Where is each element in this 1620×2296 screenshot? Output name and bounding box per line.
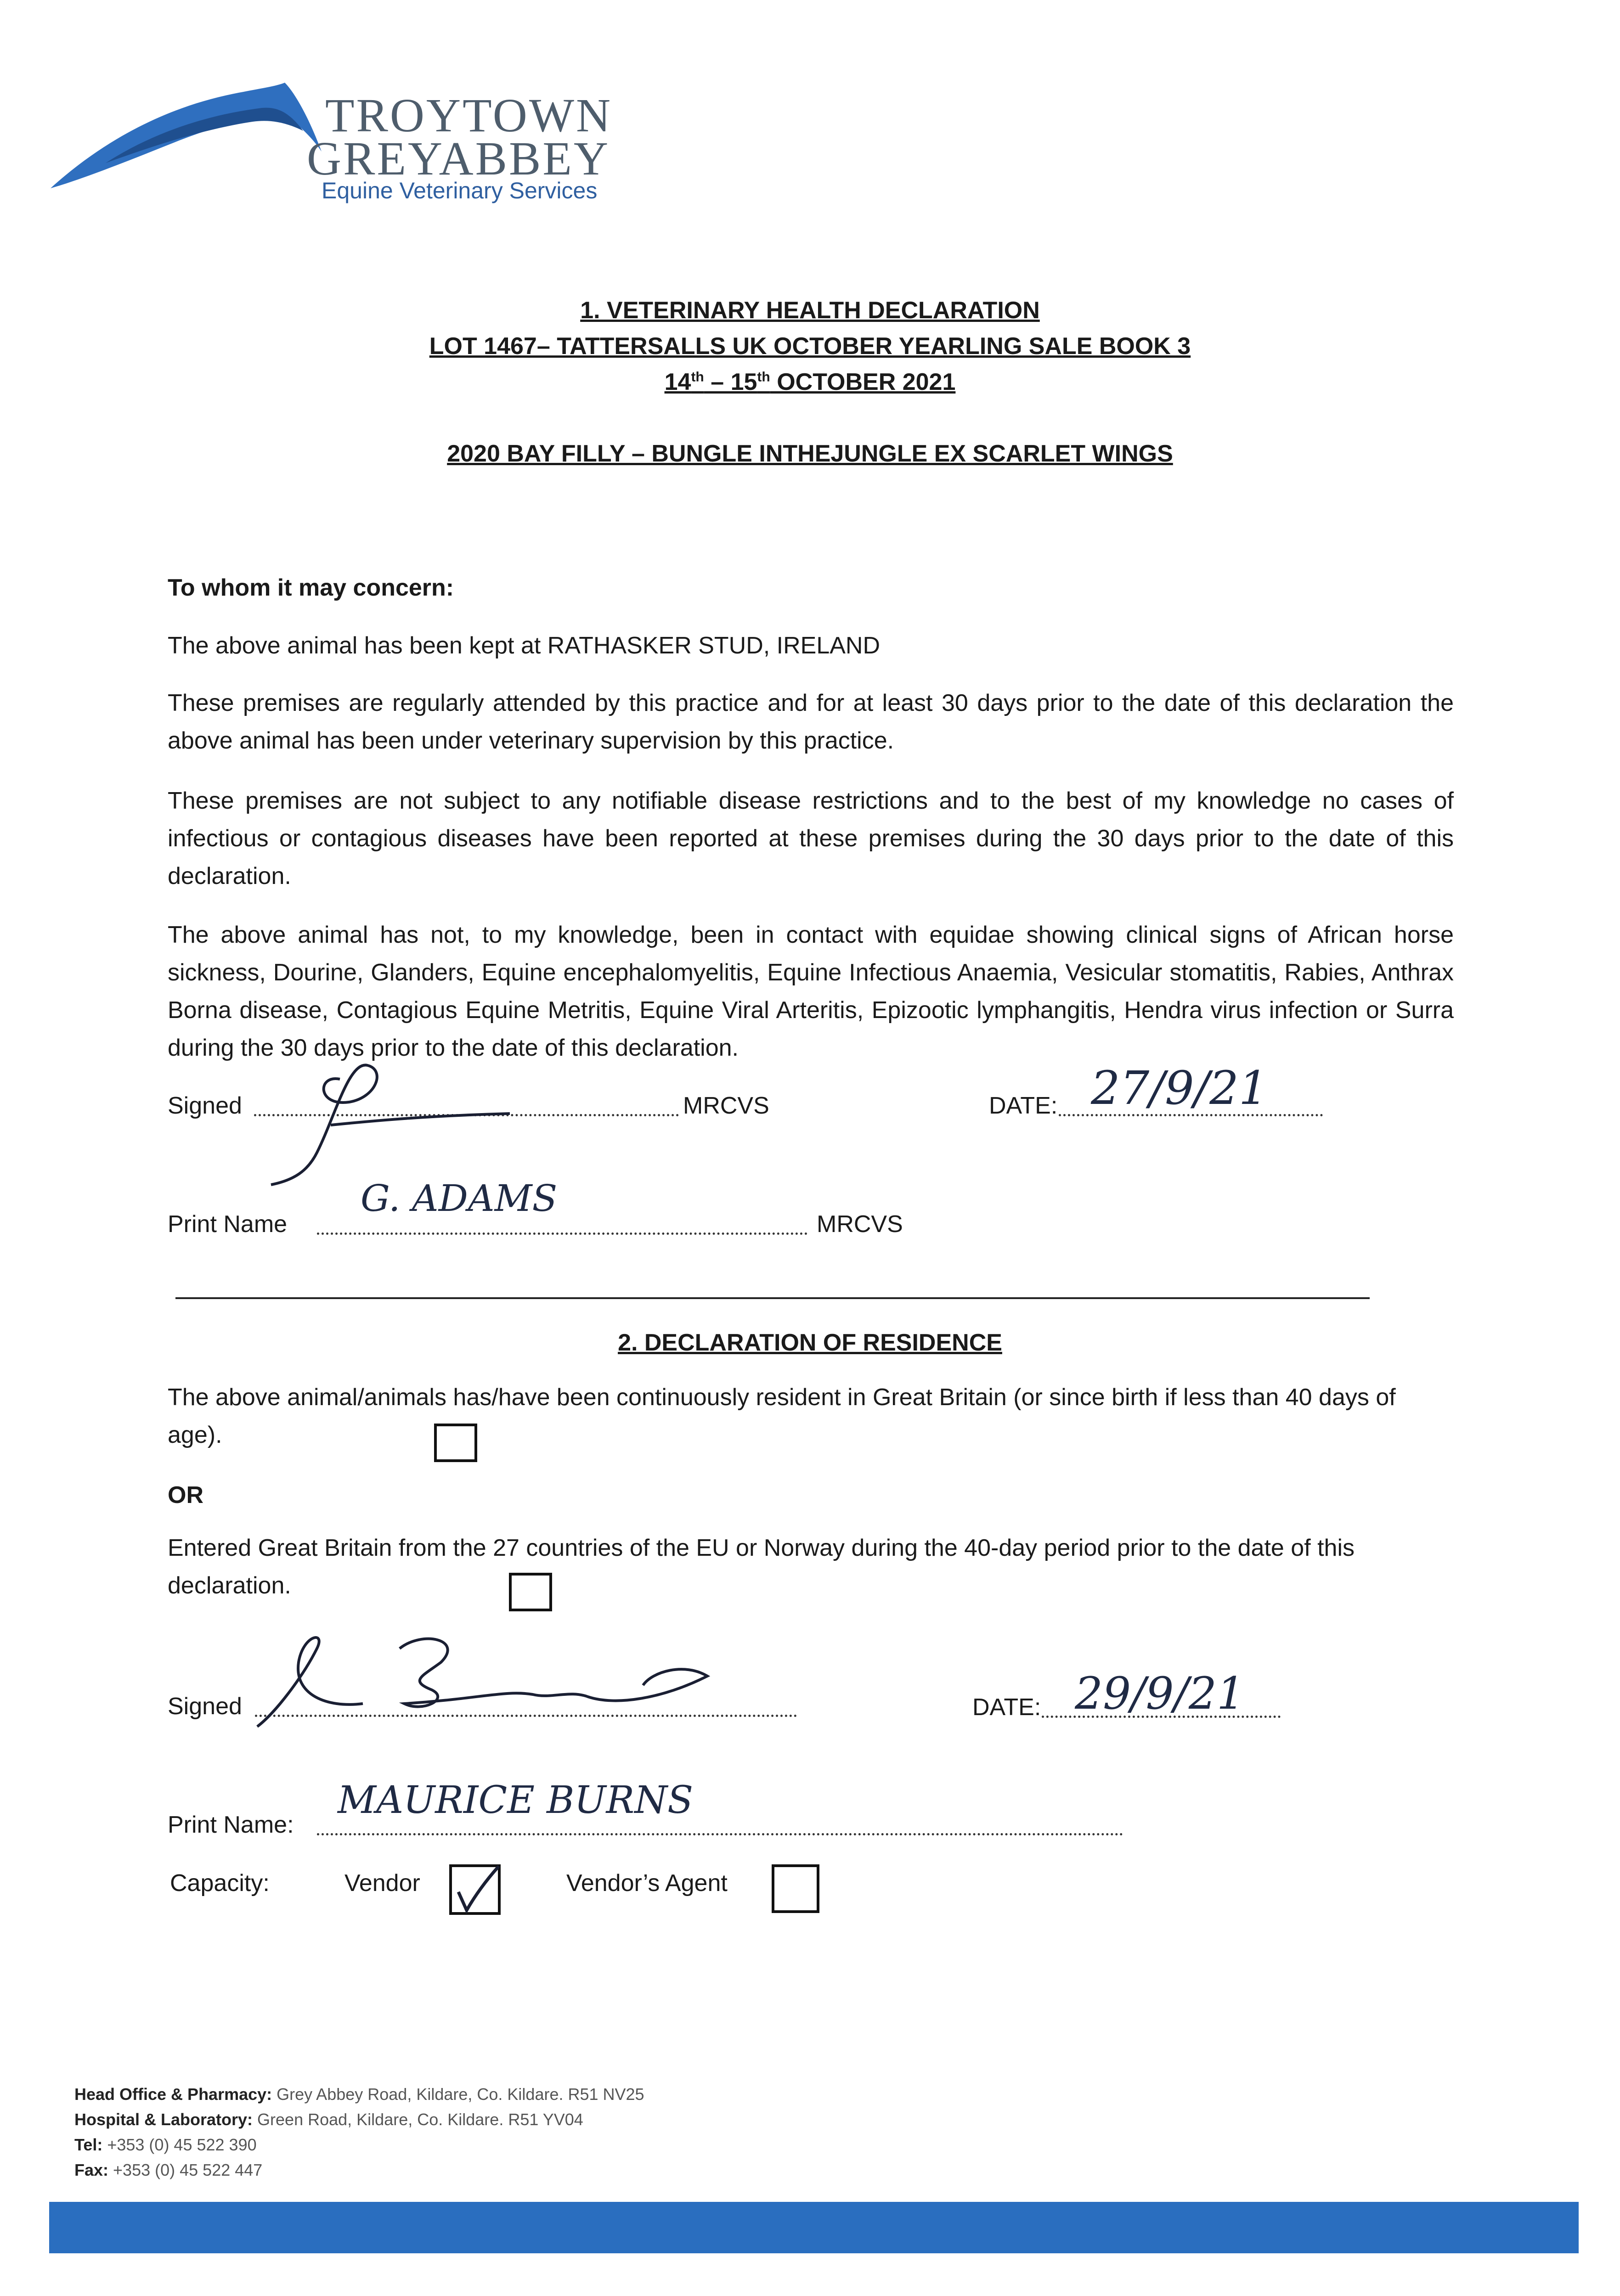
lot-title: LOT 1467– TATTERSALLS UK OCTOBER YEARLING SALE BOOK 3: [429, 333, 1191, 360]
signed-label-2: Signed: [168, 1693, 242, 1720]
vendor-date-handwritten: 29/9/21: [1075, 1668, 1245, 1719]
vendor-checkbox[interactable]: [449, 1864, 501, 1915]
vendor-agent-checkbox[interactable]: [772, 1864, 819, 1913]
footer-brand-bar: [49, 2202, 1579, 2253]
footer-address: [74, 2082, 644, 2183]
section2-title: 2. DECLARATION OF RESIDENCE: [618, 1329, 1002, 1356]
print-name-line-2: [317, 1833, 1123, 1835]
section-divider: [175, 1297, 1370, 1299]
sale-dates: 14th – 15th OCTOBER 2021: [664, 369, 956, 395]
vet-signature: [262, 1061, 519, 1189]
premises-statement: The above animal has been kept at RATHASKER STUD, IRELAND: [168, 632, 881, 659]
residence-paragraph: The above animal/animals has/have been continuously resident in Great Britain (or since birth if less than 40 days of age).: [168, 1384, 1396, 1448]
vendor-agent-label: Vendor’s Agent: [566, 1870, 728, 1896]
vendor-signature: [248, 1621, 730, 1740]
print-name-label: Print Name: [168, 1211, 288, 1238]
logo-name-line1: TROYTOWN: [325, 89, 613, 142]
logo-subtitle: Equine Veterinary Services: [322, 178, 598, 203]
horse-title: 2020 BAY FILLY – BUNGLE INTHEJUNGLE EX SCARLET WINGS: [447, 440, 1173, 467]
vet-date-handwritten: 27/9/21: [1091, 1061, 1268, 1115]
vet-name-handwritten: G. ADAMS: [361, 1177, 558, 1220]
print-name-line: [317, 1232, 807, 1235]
supervision-paragraph: These premises are regularly attended by this practice and for at least 30 days prior to the date of this declaration the above animal has been under veterinary supervision by this practice.: [168, 690, 1454, 754]
mrcvs-label: MRCVS: [683, 1092, 769, 1119]
entered-checkbox[interactable]: [509, 1573, 552, 1611]
logo-name-line2: GREYABBEY: [307, 132, 610, 185]
footer-hospital: Hospital & Laboratory: Green Road, Kildare, Co. Kildare. R51 YV04: [74, 2110, 583, 2129]
footer-head-office: Head Office & Pharmacy: Grey Abbey Road, Kildare, Co. Kildare. R51 NV25: [74, 2085, 644, 2104]
salutation: To whom it may concern:: [168, 574, 454, 601]
date-label-2: DATE:: [972, 1694, 1041, 1721]
footer-tel: Tel: +353 (0) 45 522 390: [74, 2135, 257, 2154]
mrcvs-label-2: MRCVS: [817, 1211, 903, 1238]
resident-checkbox[interactable]: [434, 1424, 477, 1462]
vendor-name-handwritten: MAURICE BURNS: [338, 1778, 694, 1822]
logo-horse-icon: [46, 64, 331, 211]
vendor-label: Vendor: [344, 1870, 420, 1896]
section1-title: 1. VETERINARY HEALTH DECLARATION: [580, 297, 1040, 324]
restrictions-paragraph: These premises are not subject to any notifiable disease restrictions and to the best of my knowledge no cases of infectious or contagious diseases have been reported at these premises during the 30 days prior to the date of this declaration.: [168, 788, 1454, 889]
footer-fax: Fax: +353 (0) 45 522 447: [74, 2161, 263, 2179]
print-name-label-2: Print Name:: [168, 1812, 294, 1838]
date-label: DATE:: [989, 1092, 1058, 1119]
contact-paragraph: The above animal has not, to my knowledge, been in contact with equidae showing clinical signs of African horse sickness, Dourine, Glanders, Equine encephalomyelitis, Equine Infectious Anaemia, Vesicular stomatitis, Rabies, Anthrax Borna disease, Contagious Equine Metritis, Equine Viral Arteritis, Epizootic lymphangitis, Hendra virus infection or Surra during the 30 days prior to the date of this declaration.: [168, 922, 1454, 1061]
or-label: OR: [168, 1482, 203, 1508]
entered-paragraph: Entered Great Britain from the 27 countries of the EU or Norway during the 40-day period prior to the date of this declaration.: [168, 1535, 1355, 1599]
signed-label: Signed: [168, 1092, 242, 1119]
capacity-label: Capacity:: [170, 1870, 270, 1896]
checkmark-icon: [449, 1864, 501, 1915]
